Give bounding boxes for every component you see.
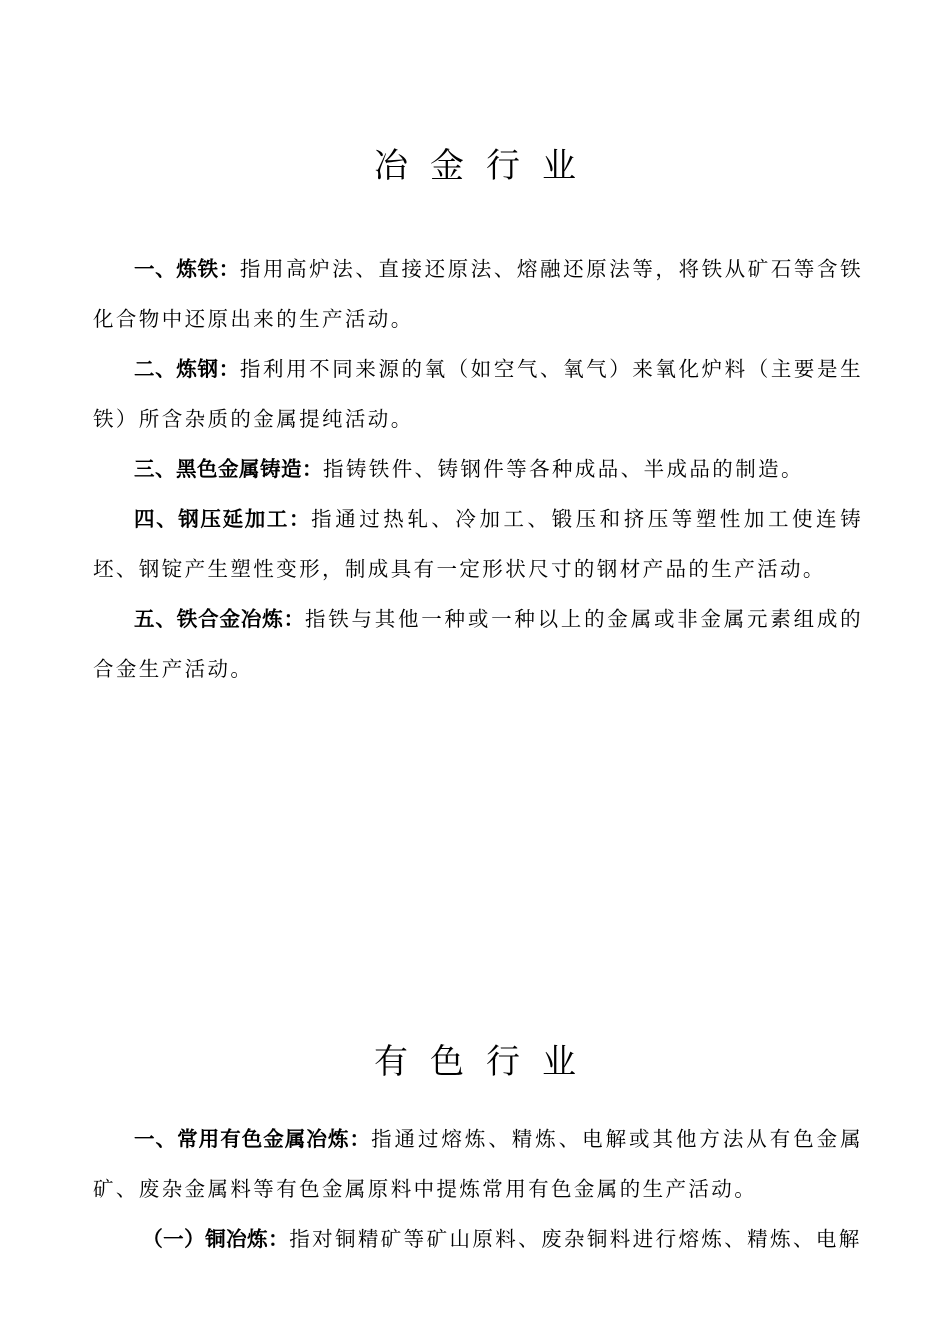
section-nonferrous (93, 1114, 863, 1264)
term-ferrous-casting: 三、黑色金属铸造： (134, 457, 323, 481)
paragraph-steel-rolling (93, 494, 863, 594)
section-title-metallurgy: 冶金行业 (374, 146, 598, 186)
definition-steelmaking: 指利用不同来源的氧（如空气、氧气）来氧化炉料（主要是生铁）所含杂质的金属提纯活动。 (93, 357, 863, 431)
definition-steel-rolling: 指通过热轧、冷加工、锻压和挤压等塑性加工使连铸坯、钢锭产生塑性变形，制成具有一定形状尺寸的钢材产品的生产活动。 (93, 507, 864, 581)
term-steelmaking: 二、炼钢： (134, 357, 240, 381)
term-common-nonferrous-smelting: 一、常用有色金属冶炼： (134, 1127, 372, 1151)
definition-copper-smelting: 指对铜精矿等矿山原料、废杂铜料进行熔炼、精炼、电解 (289, 1227, 862, 1251)
term-copper-smelting: （一）铜冶炼： (142, 1227, 290, 1251)
definition-ironmaking: 指用高炉法、直接还原法、熔融还原法等，将铁从矿石等含铁化合物中还原出来的生产活动。 (93, 257, 863, 331)
term-ferroalloy: 五、铁合金冶炼： (134, 607, 305, 631)
definition-common-nonferrous-smelting: 指通过熔炼、精炼、电解或其他方法从有色金属矿、废杂金属料等有色金属原料中提炼常用有色金属的生产活动。 (93, 1127, 864, 1201)
section-title-nonferrous: 有色行业 (374, 1042, 598, 1082)
paragraph-common-nonferrous-smelting (93, 1114, 863, 1214)
section-metallurgy (93, 244, 863, 694)
definition-ferroalloy: 指铁与其他一种或一种以上的金属或非金属元素组成的合金生产活动。 (93, 607, 864, 681)
paragraph-ferroalloy (93, 594, 863, 694)
paragraph-copper-smelting (93, 1214, 863, 1264)
paragraph-ferrous-casting (93, 444, 863, 494)
paragraph-steelmaking (93, 344, 863, 444)
paragraph-ironmaking (93, 244, 863, 344)
definition-ferrous-casting: 指铸铁件、铸钢件等各种成品、半成品的制造。 (323, 457, 804, 481)
term-steel-rolling: 四、钢压延加工： (134, 507, 312, 531)
term-ironmaking: 一、炼铁： (134, 257, 240, 281)
